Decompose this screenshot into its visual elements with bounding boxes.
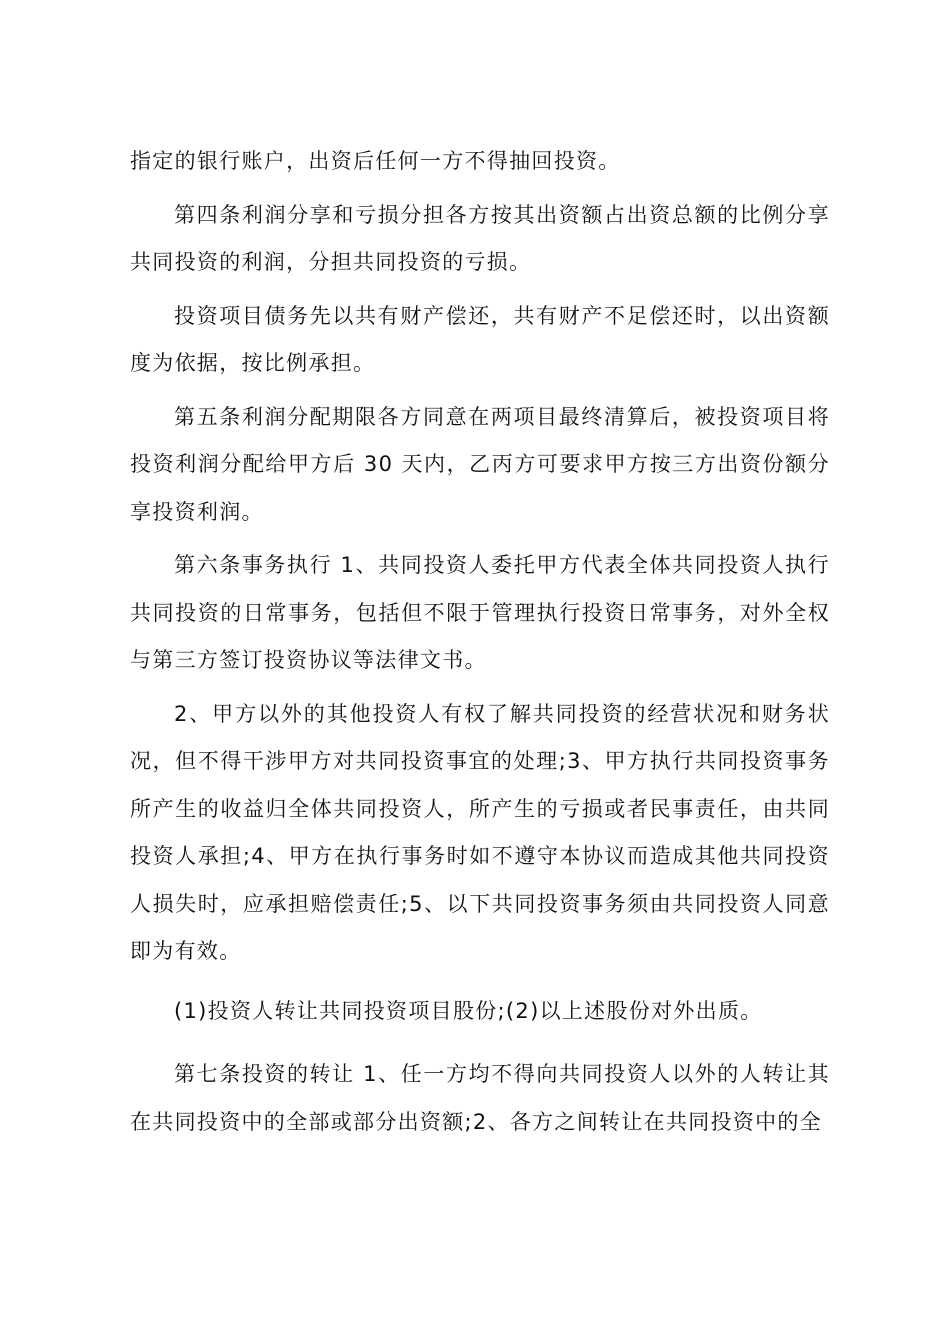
paragraph-article-7: 第七条投资的转让 1、任一方均不得向共同投资人以外的人转让其在共同投资中的全部或部分出资额;2、各方之间转让在共同投资中的全 xyxy=(130,1062,830,1134)
document-body xyxy=(130,138,830,1146)
paragraph-debt-repayment: 投资项目债务先以共有财产偿还，共有财产不足偿还时，以出资额度为依据，按比例承担。 xyxy=(130,303,830,375)
paragraph-continuation: 指定的银行账户，出资后任何一方不得抽回投资。 xyxy=(130,149,621,173)
paragraph-article-5: 第五条利润分配期限各方同意在两项目最终清算后，被投资项目将投资利润分配给甲方后 30 天内，乙丙方可要求甲方按三方出资份额分享投资利润。 xyxy=(130,404,830,524)
paragraph-article-4: 第四条利润分享和亏损分担各方按其出资额占出资总额的比例分享共同投资的利润，分担共同投资的亏损。 xyxy=(130,202,830,274)
paragraph-consent-items: (1)投资人转让共同投资项目股份;(2)以上述股份对外出质。 xyxy=(174,998,763,1023)
paragraph-rights-and-duties: 2、甲方以外的其他投资人有权了解共同投资的经营状况和财务状况，但不得干涉甲方对共同投资事宜的处理;3、甲方执行共同投资事务所产生的收益归全体共同投资人，所产生的亏损或者民事责任，由共同投资人承担;4、甲方在执行事务时如不遵守本协议而造成其他共同投资人损失时，应承担赔偿责任;5、以下共同投资事务须由共同投资人同意即为有效。 xyxy=(130,701,830,963)
paragraph-article-6: 第六条事务执行 1、共同投资人委托甲方代表全体共同投资人执行共同投资的日常事务，包括但不限于管理执行投资日常事务，对外全权与第三方签订投资协议等法律文书。 xyxy=(130,553,830,672)
